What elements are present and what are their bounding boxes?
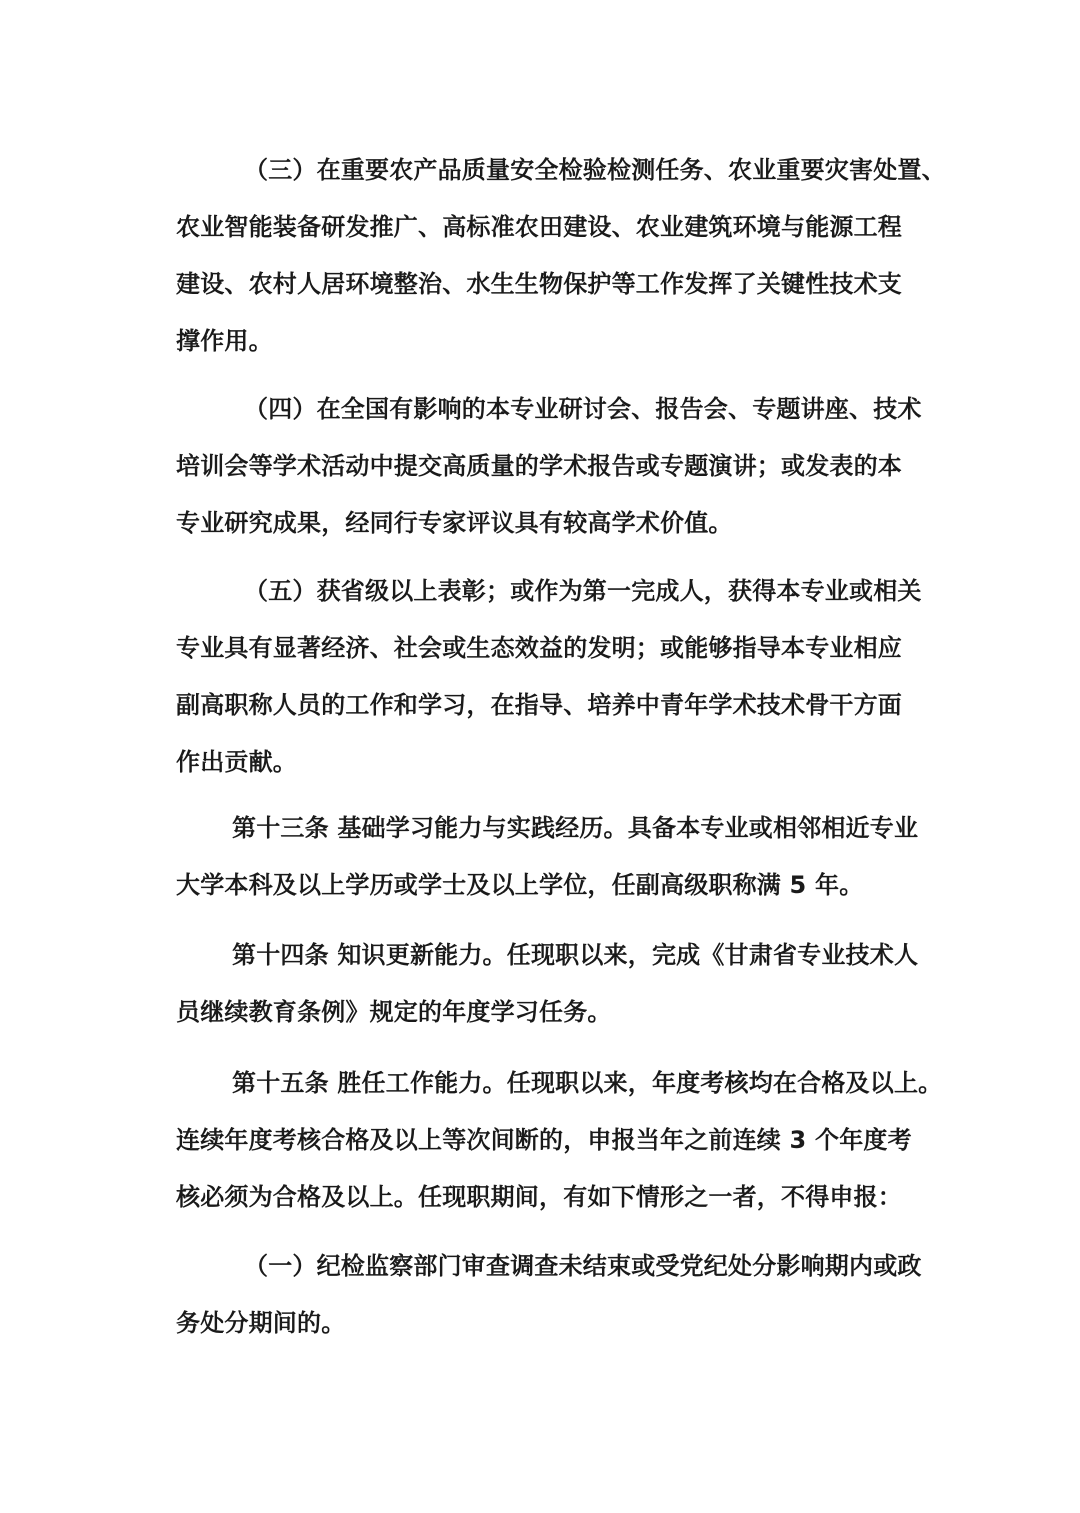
text-line: 大学本科及以上学历或学士及以上学位，任副高级职称满 5 年。 (176, 871, 864, 899)
text-line: （四）在全国有影响的本专业研讨会、报告会、专题讲座、技术 (244, 395, 922, 423)
text-line: 建设、农村人居环境整治、水生生物保护等工作发挥了关键性技术支 (176, 270, 902, 298)
text-line: （五）获省级以上表彰；或作为第一完成人，获得本专业或相关 (244, 577, 922, 605)
text-line: 员继续教育条例》规定的年度学习任务。 (176, 998, 612, 1026)
text-line: 第十三条 基础学习能力与实践经历。具备本专业或相邻相近专业 (232, 814, 919, 842)
text-line: 农业智能装备研发推广、高标准农田建设、农业建筑环境与能源工程 (176, 213, 902, 241)
text-line: 专业研究成果，经同行专家评议具有较高学术价值。 (176, 509, 733, 537)
text-line: 核必须为合格及以上。任现职期间，有如下情形之一者，不得申报： (176, 1183, 902, 1211)
article-14 (176, 927, 919, 1041)
paragraph-item-1 (176, 1238, 922, 1352)
article-13 (176, 800, 919, 914)
text-line: 作出贡献。 (176, 748, 297, 776)
paragraph-item-4 (176, 381, 922, 552)
text-line: 培训会等学术活动中提交高质量的学术报告或专题演讲；或发表的本 (176, 452, 902, 480)
text-line: 专业具有显著经济、社会或生态效益的发明；或能够指导本专业相应 (176, 634, 902, 662)
paragraph-item-5 (176, 563, 922, 791)
text-line: 第十五条 胜任工作能力。任现职以来，年度考核均在合格及以上。 (232, 1069, 943, 1097)
text-line: 撑作用。 (176, 327, 273, 355)
text-line: 副高职称人员的工作和学习，在指导、培养中青年学术技术骨干方面 (176, 691, 902, 719)
text-line: 务处分期间的。 (176, 1309, 346, 1337)
text-line: （一）纪检监察部门审查调查未结束或受党纪处分影响期内或政 (244, 1252, 922, 1280)
text-line: （三）在重要农产品质量安全检验检测任务、农业重要灾害处置、 (244, 156, 946, 184)
paragraph-item-3 (176, 142, 946, 370)
text-line: 连续年度考核合格及以上等次间断的，申报当年之前连续 3 个年度考 (176, 1126, 912, 1154)
article-15 (176, 1055, 943, 1226)
text-line: 第十四条 知识更新能力。任现职以来，完成《甘肃省专业技术人 (232, 941, 919, 969)
